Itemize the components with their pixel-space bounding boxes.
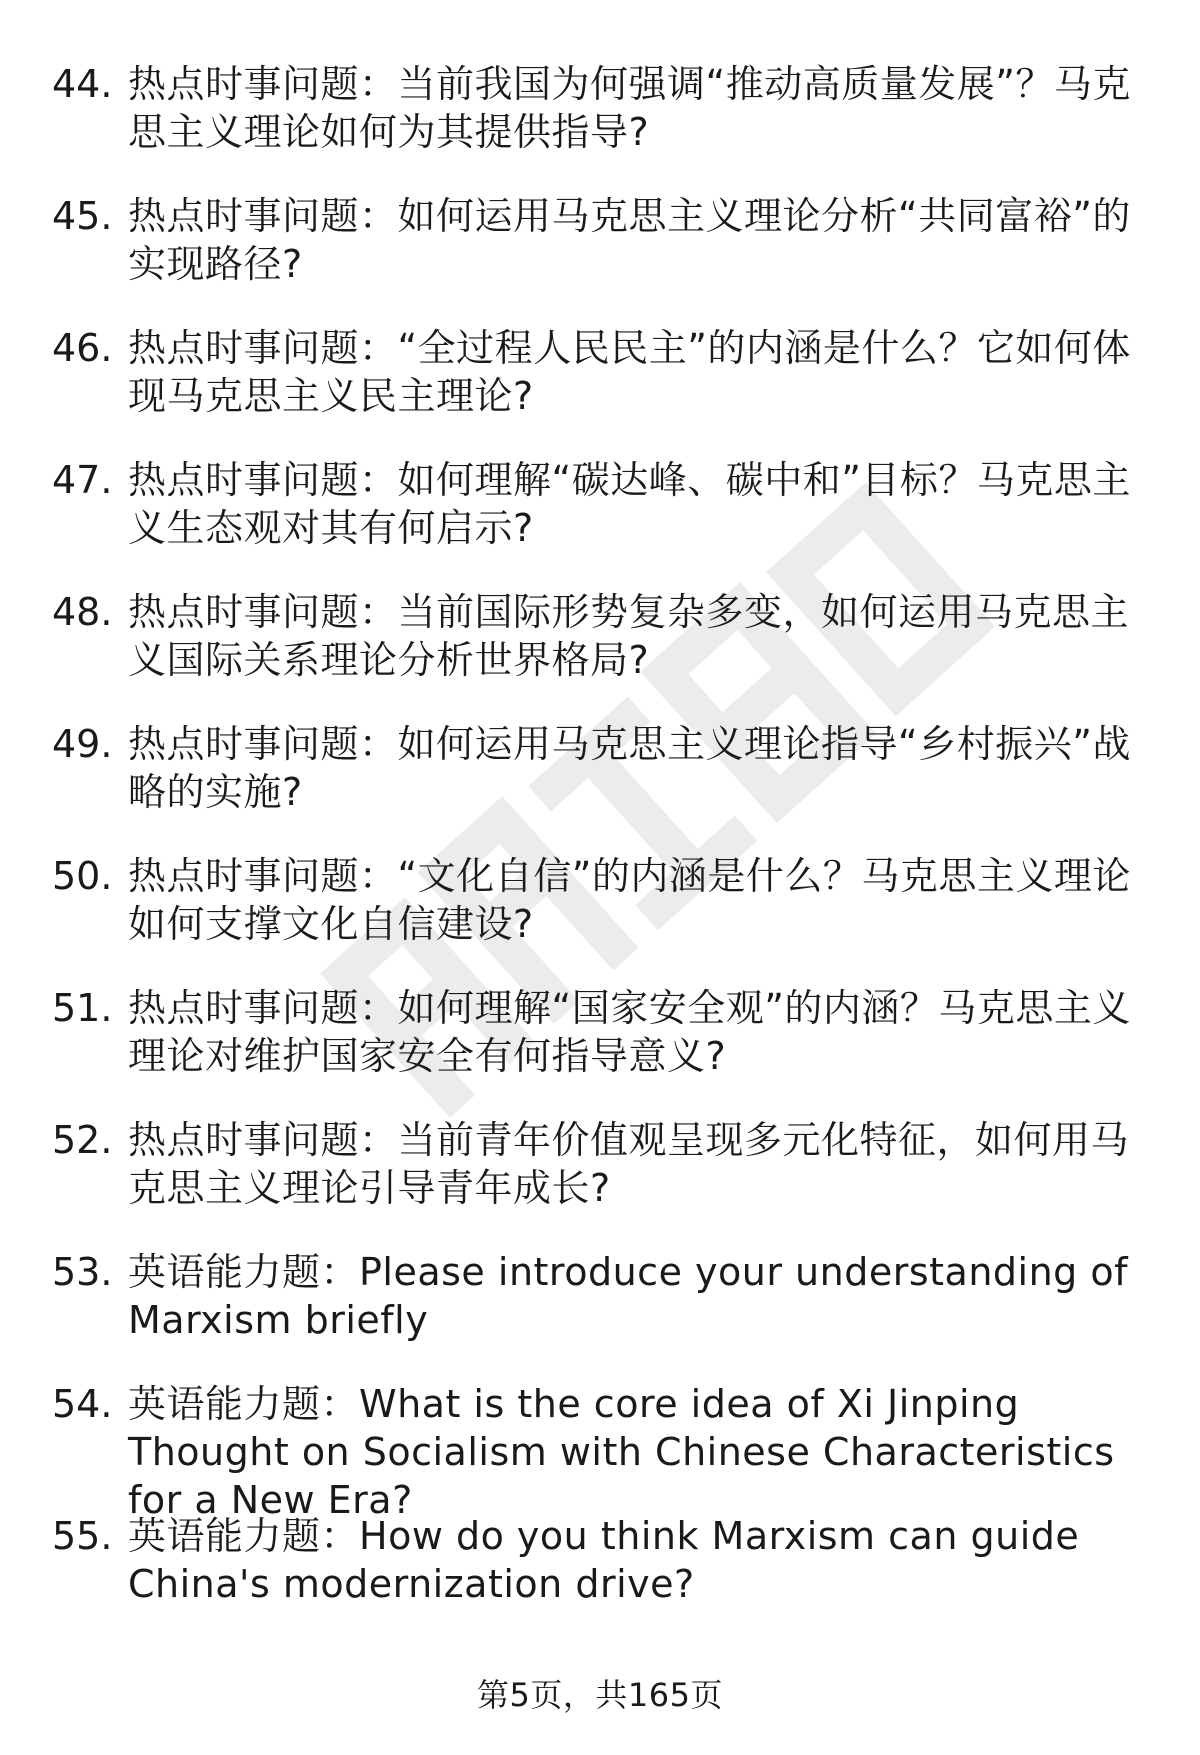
question-number: 52. xyxy=(52,1118,113,1162)
list-item xyxy=(52,852,1152,984)
list-item xyxy=(52,1512,1152,1644)
question-text: 热点时事问题：如何运用马克思主义理论分析“共同富裕”的实现路径? xyxy=(128,194,1131,286)
page-footer xyxy=(0,1675,1200,1715)
question-number: 48. xyxy=(52,590,113,634)
question-number: 50. xyxy=(52,854,113,898)
question-text: 英语能力题：What is the core idea of Xi Jinping Thought on Socialism with Chinese Characteristics for a New Era? xyxy=(128,1382,1115,1522)
list-item xyxy=(52,192,1152,324)
list-item xyxy=(52,1116,1152,1248)
question-text: 热点时事问题：当前青年价值观呈现多元化特征，如何用马克思主义理论引导青年成长? xyxy=(128,1118,1130,1210)
question-text: 热点时事问题：当前我国为何强调“推动高质量发展”？马克思主义理论如何为其提供指导? xyxy=(128,62,1131,154)
question-number: 44. xyxy=(52,62,113,106)
list-item xyxy=(52,588,1152,720)
list-item xyxy=(52,60,1152,192)
question-text: 热点时事问题：如何运用马克思主义理论指导“乡村振兴”战略的实施? xyxy=(128,722,1131,814)
list-item xyxy=(52,984,1152,1116)
list-item xyxy=(52,456,1152,588)
question-list xyxy=(52,60,1152,1644)
question-number: 51. xyxy=(52,986,113,1030)
question-number: 46. xyxy=(52,326,113,370)
list-item xyxy=(52,324,1152,456)
question-text: 英语能力题：Please introduce your understanding of Marxism briefly xyxy=(128,1250,1128,1342)
list-item xyxy=(52,1380,1152,1522)
question-number: 45. xyxy=(52,194,113,238)
page-indicator: 第5页，共165页 xyxy=(477,1676,723,1714)
question-number: 55. xyxy=(52,1514,113,1558)
question-number: 54. xyxy=(52,1382,113,1426)
question-text: 热点时事问题：如何理解“国家安全观”的内涵？马克思主义理论对维护国家安全有何指导意义? xyxy=(128,986,1131,1078)
question-number: 49. xyxy=(52,722,113,766)
question-text: 热点时事问题：“文化自信”的内涵是什么？马克思主义理论如何支撑文化自信建设? xyxy=(128,854,1131,946)
question-text: 热点时事问题：“全过程人民民主”的内涵是什么？它如何体现马克思主义民主理论? xyxy=(128,326,1131,418)
question-text: 热点时事问题：如何理解“碳达峰、碳中和”目标？马克思主义生态观对其有何启示? xyxy=(128,458,1131,550)
question-number: 53. xyxy=(52,1250,113,1294)
list-item xyxy=(52,1248,1152,1380)
list-item xyxy=(52,720,1152,852)
question-number: 47. xyxy=(52,458,113,502)
question-text: 英语能力题：How do you think Marxism can guide China's modernization drive? xyxy=(128,1514,1080,1606)
question-text: 热点时事问题：当前国际形势复杂多变，如何运用马克思主义国际关系理论分析世界格局? xyxy=(128,590,1130,682)
